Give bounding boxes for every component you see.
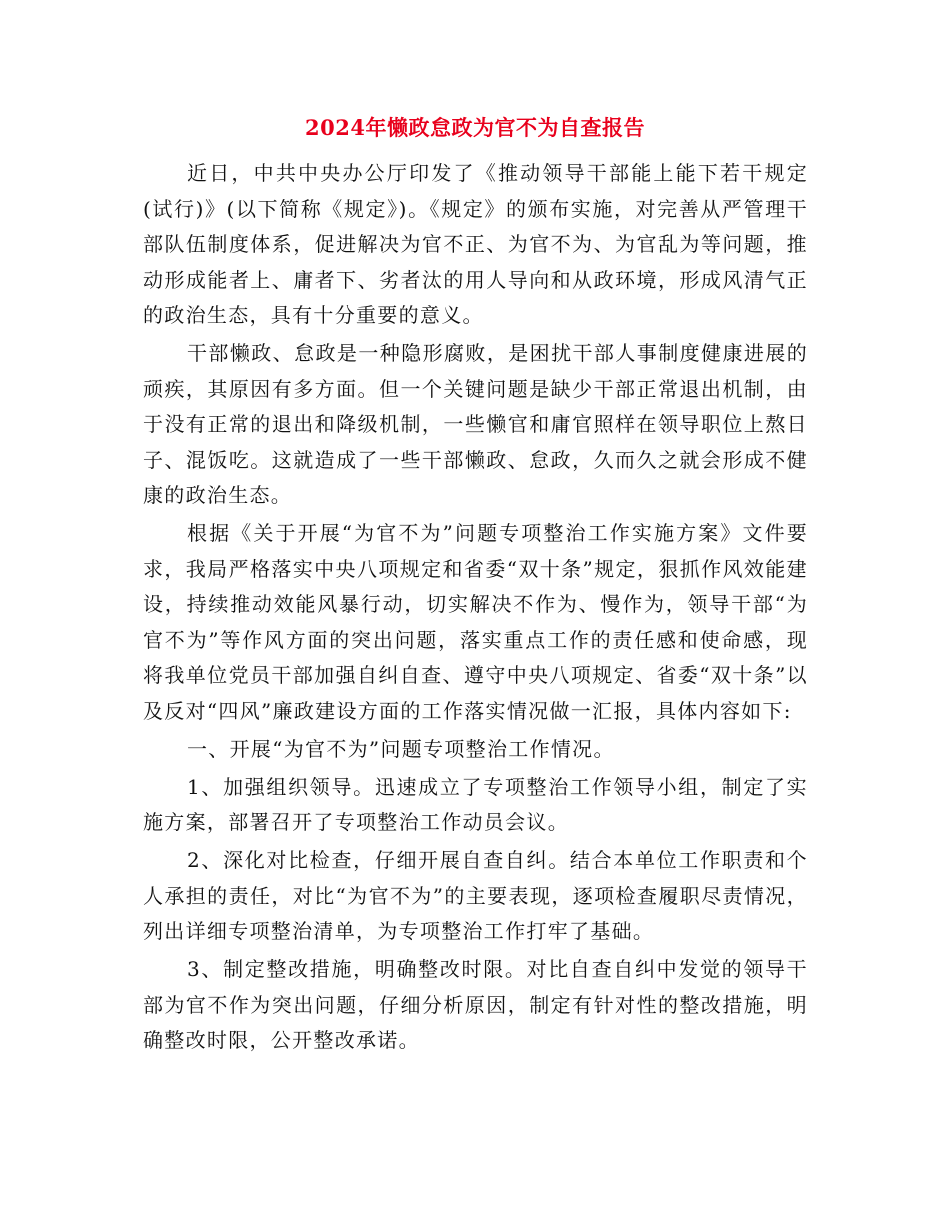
paragraph-requirements: 根据《关于开展“为官不为”问题专项整治工作实施方案》文件要求，我局严格落实中央八项规定和省委“双十条”规定，狠抓作风效能建设，持续推动效能风暴行动，切实解决不作为、慢作为，领导干部“为官不为”等作风方面的突出问题，落实重点工作的责任感和使命感，现将我单位党员干部加强自纠自查、遵守中央八项规定、省委“双十条”以及反对“四风”廉政建设方面的工作落实情况做一汇报，具体内容如下: — [143, 521, 808, 723]
paragraph-item-3: 3、制定整改措施，明确整改时限。对比自查自纠中发觉的领导干部为官不作为突出问题，仔细分析原因，制定有针对性的整改措施，明确整改时限，公开整改承诺。 — [143, 957, 808, 1052]
section-heading-1: 一、开展“为官不为”问题专项整治工作情况。 — [187, 736, 615, 761]
document-title: 2024年懒政怠政为官不为自查报告 — [305, 115, 645, 140]
paragraph-item-1: 1、加强组织领导。迅速成立了专项整治工作领导小组，制定了实施方案，部署召开了专项整治工作动员会议。 — [143, 774, 808, 834]
paragraph-intro: 近日，中共中央办公厅印发了《推动领导干部能上能下若干规定(试行)》(以下简称《规定》)。《规定》的颁布实施，对完善从严管理干部队伍制度体系，促进解决为官不正、为官不为、为官乱为等问题，推动形成能者上、庸者下、劣者汰的用人导向和从政环境，形成风清气正的政治生态，具有十分重要的意义。 — [143, 161, 808, 327]
paragraph-item-2: 2、深化对比检查，仔细开展自查自纠。结合本单位工作职责和个人承担的责任，对比“为官不为”的主要表现，逐项检查履职尽责情况，列出详细专项整治清单，为专项整治工作打牢了基础。 — [143, 848, 808, 943]
paragraph-background: 干部懒政、怠政是一种隐形腐败，是困扰干部人事制度健康进展的顽疾，其原因有多方面。但一个关键问题是缺少干部正常退出机制，由于没有正常的退出和降级机制，一些懒官和庸官照样在领导职位上熬日子、混饭吃。这就造成了一些干部懒政、怠政，久而久之就会形成不健康的政治生态。 — [143, 341, 808, 507]
document-body — [143, 156, 808, 1061]
